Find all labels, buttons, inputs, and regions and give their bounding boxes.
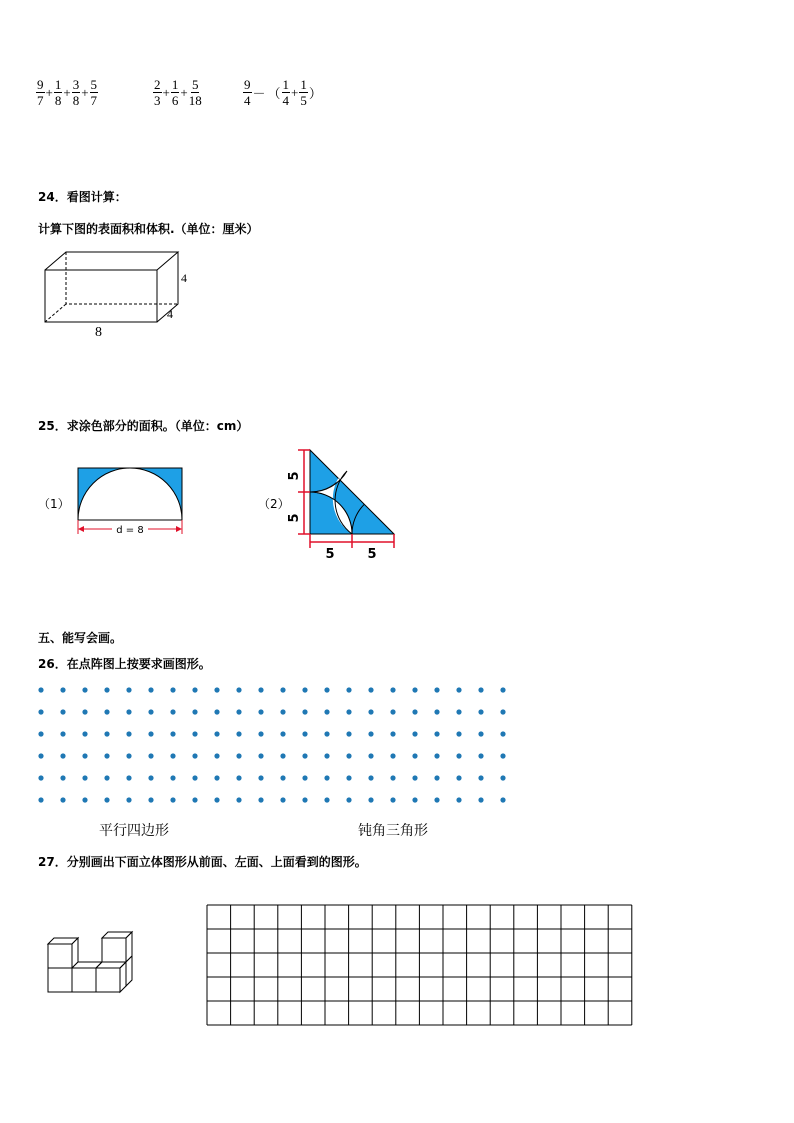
grid-dot[interactable] xyxy=(104,709,109,714)
operator: + xyxy=(45,84,53,100)
grid-dot[interactable] xyxy=(258,797,263,802)
cuboid-front-face xyxy=(45,270,157,322)
cuboid-length-label: 8 xyxy=(95,325,102,340)
grid-dot[interactable] xyxy=(368,775,373,780)
dim-label-v1: 5 xyxy=(287,471,302,481)
grid-dot[interactable] xyxy=(324,797,329,802)
grid-dot[interactable] xyxy=(324,753,329,758)
grid-dot[interactable] xyxy=(236,709,241,714)
grid-dot[interactable] xyxy=(324,775,329,780)
fig2-label: （2） xyxy=(258,497,290,511)
grid-dot[interactable] xyxy=(126,731,131,736)
grid-dot[interactable] xyxy=(104,687,109,692)
grid-dot[interactable] xyxy=(280,687,285,692)
operator: + xyxy=(63,84,71,100)
grid-dot[interactable] xyxy=(478,753,483,758)
grid-dot[interactable] xyxy=(368,797,373,802)
grid-dot[interactable] xyxy=(214,753,219,758)
fraction: $\frac{1}{8}$ xyxy=(54,77,62,108)
grid-dot[interactable] xyxy=(500,775,505,780)
grid-dot[interactable] xyxy=(390,797,395,802)
grid-dot[interactable] xyxy=(192,753,197,758)
grid-dot[interactable] xyxy=(280,797,285,802)
grid-dot[interactable] xyxy=(148,775,153,780)
expression-1 xyxy=(36,78,98,107)
grid-dot[interactable] xyxy=(434,731,439,736)
grid-dot[interactable] xyxy=(170,731,175,736)
grid-dot[interactable] xyxy=(60,775,65,780)
grid-dot[interactable] xyxy=(82,775,87,780)
grid-dot[interactable] xyxy=(126,797,131,802)
grid-dot[interactable] xyxy=(236,753,241,758)
grid-dot[interactable] xyxy=(456,709,461,714)
grid-dot[interactable] xyxy=(82,731,87,736)
grid-dot[interactable] xyxy=(38,753,43,758)
grid-dot[interactable] xyxy=(170,775,175,780)
fig1-label: （1） xyxy=(38,497,70,511)
grid-dot[interactable] xyxy=(302,775,307,780)
operator: + xyxy=(81,84,89,100)
grid-dot[interactable] xyxy=(500,731,505,736)
grid-dot[interactable] xyxy=(346,775,351,780)
grid-dot[interactable] xyxy=(434,797,439,802)
cuboid-hidden-edges xyxy=(66,252,178,304)
grid-dot[interactable] xyxy=(214,775,219,780)
grid-dot[interactable] xyxy=(170,797,175,802)
grid-dot[interactable] xyxy=(82,753,87,758)
grid-dot[interactable] xyxy=(456,775,461,780)
grid-dot[interactable] xyxy=(82,687,87,692)
grid-dot[interactable] xyxy=(60,687,65,692)
cuboid-depth-label: 4 xyxy=(167,307,173,321)
grid-dot[interactable] xyxy=(214,687,219,692)
grid-dot[interactable] xyxy=(126,709,131,714)
grid-dot[interactable] xyxy=(434,753,439,758)
grid-dot[interactable] xyxy=(412,687,417,692)
grid-dot[interactable] xyxy=(456,753,461,758)
grid-dot[interactable] xyxy=(258,709,263,714)
grid-dot[interactable] xyxy=(60,753,65,758)
cuboid-height-label: 4 xyxy=(181,271,187,285)
grid-dot[interactable] xyxy=(346,709,351,714)
semicircle-figure xyxy=(76,466,186,538)
grid-dot[interactable] xyxy=(104,775,109,780)
grid-dot[interactable] xyxy=(38,775,43,780)
grid-dot[interactable] xyxy=(302,687,307,692)
grid-dot[interactable] xyxy=(60,731,65,736)
grid-dot[interactable] xyxy=(236,775,241,780)
fraction: $\frac{1}{5}$ xyxy=(300,77,307,108)
fraction: $\frac{1}{4}$ xyxy=(282,77,290,108)
grid-dot[interactable] xyxy=(148,709,153,714)
grid-dot[interactable] xyxy=(302,709,307,714)
grid-dot[interactable] xyxy=(500,687,505,692)
grid-dot[interactable] xyxy=(126,775,131,780)
grid-dot[interactable] xyxy=(478,687,483,692)
operator: + xyxy=(180,84,188,100)
grid-dot[interactable] xyxy=(148,731,153,736)
grid-dot[interactable] xyxy=(390,753,395,758)
operator: + xyxy=(162,84,170,100)
grid-dot[interactable] xyxy=(412,709,417,714)
grid-dot[interactable] xyxy=(478,775,483,780)
grid-dot[interactable] xyxy=(214,731,219,736)
grid-dot[interactable] xyxy=(346,731,351,736)
q24-title: 24．看图计算： xyxy=(38,190,127,204)
fraction: $\frac{3}{8}$ xyxy=(72,77,80,108)
grid-dot[interactable] xyxy=(434,775,439,780)
section-five-title: 五、能写会画。 xyxy=(38,631,123,645)
grid-dot[interactable] xyxy=(412,775,417,780)
grid-dot[interactable] xyxy=(38,797,43,802)
grid-dot[interactable] xyxy=(478,797,483,802)
grid-dot[interactable] xyxy=(390,709,395,714)
grid-dot[interactable] xyxy=(456,687,461,692)
grid-dot[interactable] xyxy=(302,797,307,802)
grid-dot[interactable] xyxy=(324,709,329,714)
label-parallelogram: 平行四边形 xyxy=(99,823,169,839)
grid-dot[interactable] xyxy=(38,709,43,714)
q27-title: 27．分别画出下面立体图形从前面、左面、上面看到的图形。 xyxy=(38,855,367,869)
grid-dot[interactable] xyxy=(38,687,43,692)
grid-dot[interactable] xyxy=(434,687,439,692)
grid-dot[interactable] xyxy=(38,731,43,736)
grid-dot[interactable] xyxy=(390,687,395,692)
grid-dot[interactable] xyxy=(280,753,285,758)
grid-dot[interactable] xyxy=(390,731,395,736)
dim-label-v2: 5 xyxy=(287,513,302,523)
grid-dot[interactable] xyxy=(236,731,241,736)
grid-dot[interactable] xyxy=(236,687,241,692)
q25-title: 25．求涂色部分的面积。（单位：cm） xyxy=(38,419,249,433)
grid-dot[interactable] xyxy=(324,731,329,736)
cuboid-top-face xyxy=(45,252,178,270)
grid-dot[interactable] xyxy=(148,797,153,802)
grid-dot[interactable] xyxy=(258,731,263,736)
dot-grid xyxy=(34,684,518,808)
grid-dot[interactable] xyxy=(412,797,417,802)
grid-dot[interactable] xyxy=(82,709,87,714)
grid-dot[interactable] xyxy=(456,797,461,802)
dim-label-h2: 5 xyxy=(367,547,377,562)
grid-dot[interactable] xyxy=(214,797,219,802)
grid-dot[interactable] xyxy=(346,797,351,802)
grid-dot[interactable] xyxy=(324,687,329,692)
answer-grid[interactable] xyxy=(206,904,636,1028)
grid-dot[interactable] xyxy=(258,775,263,780)
operator: （ xyxy=(267,86,281,101)
expression-3 xyxy=(243,78,323,107)
fraction: $\frac{1}{6}$ xyxy=(171,77,179,108)
grid-dot[interactable] xyxy=(192,797,197,802)
q26-title: 26．在点阵图上按要求画图形。 xyxy=(38,657,211,671)
grid-dot[interactable] xyxy=(390,775,395,780)
grid-dot[interactable] xyxy=(170,753,175,758)
q24-subtitle: 计算下图的表面积和体积.（单位：厘米） xyxy=(38,222,259,236)
expression-2 xyxy=(153,78,202,107)
fraction: $\frac{2}{3}$ xyxy=(154,77,161,108)
grid-dot[interactable] xyxy=(192,687,197,692)
grid-dot[interactable] xyxy=(126,687,131,692)
grid-dot[interactable] xyxy=(148,687,153,692)
grid-dot[interactable] xyxy=(500,753,505,758)
grid-dot[interactable] xyxy=(170,709,175,714)
grid-dot[interactable] xyxy=(82,797,87,802)
grid-dot[interactable] xyxy=(280,775,285,780)
grid-dot[interactable] xyxy=(192,731,197,736)
operator: － xyxy=(252,86,266,101)
grid-dot[interactable] xyxy=(170,687,175,692)
fraction: $\frac{5}{7}$ xyxy=(90,77,98,108)
grid-dot[interactable] xyxy=(192,775,197,780)
grid-dot[interactable] xyxy=(126,753,131,758)
grid-dot[interactable] xyxy=(368,687,373,692)
grid-dot[interactable] xyxy=(258,687,263,692)
cuboid-figure xyxy=(40,248,200,342)
grid-dot[interactable] xyxy=(478,731,483,736)
grid-dot[interactable] xyxy=(148,753,153,758)
grid-dot[interactable] xyxy=(280,709,285,714)
grid-dot[interactable] xyxy=(280,731,285,736)
grid-dot[interactable] xyxy=(60,797,65,802)
grid-dot[interactable] xyxy=(346,753,351,758)
label-obtuse-triangle: 钝角三角形 xyxy=(358,823,428,839)
dim-label-h1: 5 xyxy=(325,547,335,562)
grid-dot[interactable] xyxy=(258,753,263,758)
operator: + xyxy=(291,84,299,100)
grid-dot[interactable] xyxy=(346,687,351,692)
grid-dot[interactable] xyxy=(302,753,307,758)
grid-dot[interactable] xyxy=(478,709,483,714)
grid-dot[interactable] xyxy=(412,731,417,736)
grid-dot[interactable] xyxy=(500,709,505,714)
grid-dot[interactable] xyxy=(434,709,439,714)
grid-dot[interactable] xyxy=(368,753,373,758)
grid-dot[interactable] xyxy=(456,731,461,736)
grid-dot[interactable] xyxy=(368,709,373,714)
grid-dot[interactable] xyxy=(500,797,505,802)
triangle-figure xyxy=(284,446,396,562)
diameter-label: d = 8 xyxy=(116,525,144,536)
fraction: $\frac{9}{7}$ xyxy=(37,77,44,108)
grid-dot[interactable] xyxy=(412,753,417,758)
grid-dot[interactable] xyxy=(302,731,307,736)
grid-dot[interactable] xyxy=(104,731,109,736)
grid-dot[interactable] xyxy=(192,709,197,714)
fraction: $\frac{5}{18}$ xyxy=(188,77,202,108)
grid-dot[interactable] xyxy=(368,731,373,736)
operator: ） xyxy=(308,86,322,101)
cube-stack-figure xyxy=(44,926,136,996)
grid-dot[interactable] xyxy=(104,797,109,802)
grid-dot[interactable] xyxy=(60,709,65,714)
grid-dot[interactable] xyxy=(104,753,109,758)
grid-dot[interactable] xyxy=(214,709,219,714)
grid-dot[interactable] xyxy=(236,797,241,802)
fraction: $\frac{9}{4}$ xyxy=(244,77,251,108)
